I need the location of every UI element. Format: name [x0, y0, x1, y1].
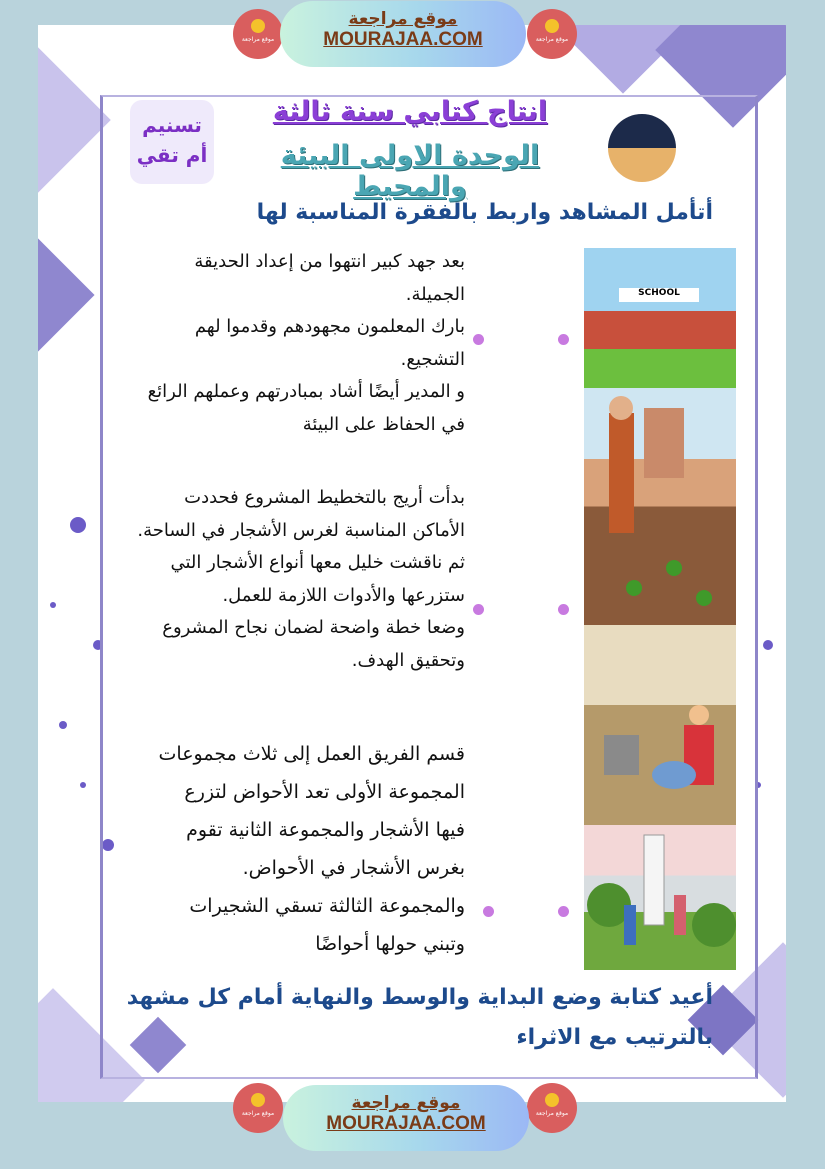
watermark-bottom[interactable] — [283, 1085, 529, 1151]
badge-label: موقع مراجعة — [535, 36, 569, 43]
page-subtitle: الوحدة الاولى البيئة والمحيط — [280, 140, 540, 202]
scene-school — [584, 248, 736, 388]
match-dot-text-3[interactable] — [483, 906, 494, 917]
line: والمجموعة الثالثة تسقي الشجيرات — [189, 895, 465, 917]
line: التشجيع. — [400, 348, 465, 370]
watermark-latin: MOURAJAA.COM — [323, 29, 483, 50]
line: وضعا خطة واضحة لضمان نجاح المشروع — [162, 617, 465, 638]
line: بدأت أريج بالتخطيط المشروع فحددت — [184, 487, 465, 508]
channel-logo — [608, 114, 676, 182]
watermark-latin: MOURAJAA.COM — [326, 1113, 486, 1134]
watermark-arabic: موقع مراجعة — [348, 9, 458, 29]
book-icon — [251, 1093, 265, 1107]
scene-planting-teacher — [584, 388, 736, 625]
school-sign: SCHOOL — [619, 288, 699, 302]
badge-label: موقع مراجعة — [241, 36, 275, 43]
instruction-bottom-line2: بالترتيب مع الاثراء — [516, 1025, 713, 1050]
line: المجموعة الأولى تعد الأحواض لتزرع — [184, 781, 465, 803]
paragraph-3 — [159, 735, 465, 963]
badge-label: موقع مراجعة — [535, 1110, 569, 1117]
line: بعد جهد كبير انتهوا من إعداد الحديقة — [194, 251, 465, 272]
line: بارك المعلمون مجهودهم وقدموا لهم — [194, 316, 465, 337]
book-icon — [251, 19, 265, 33]
watermark-badge-right-bottom — [527, 1083, 577, 1133]
watermark-top[interactable] — [280, 1, 526, 67]
author-line2: أم تقي — [136, 143, 208, 167]
page-title: انتاج كتابي سنة ثالثة — [272, 96, 548, 127]
instruction-bottom-line1: أعيد كتابة وضع البداية والوسط والنهاية أمام كل مشهد — [126, 985, 713, 1010]
match-dot-text-2[interactable] — [473, 604, 484, 615]
line: الأماكن المناسبة لغرس الأشجار في الساحة. — [137, 519, 465, 541]
match-dot-picture-3[interactable] — [558, 906, 569, 917]
line: ستزرعها والأدوات اللازمة للعمل. — [222, 584, 465, 606]
match-dot-picture-1[interactable] — [558, 334, 569, 345]
book-icon — [545, 1093, 559, 1107]
badge-label: موقع مراجعة — [241, 1110, 275, 1117]
line: الجميلة. — [405, 283, 465, 305]
author-box — [130, 100, 214, 184]
line: بغرس الأشجار في الأحواض. — [242, 857, 465, 879]
line: فيها الأشجار والمجموعة الثانية تقوم — [186, 819, 465, 841]
scene-garden-finished — [584, 825, 736, 970]
watermark-badge-left — [233, 9, 283, 59]
author-line1: تسنيم — [142, 113, 202, 137]
match-dot-text-1[interactable] — [473, 334, 484, 345]
paragraph-2 — [137, 482, 465, 677]
line: قسم الفريق العمل إلى ثلاث مجموعات — [158, 743, 465, 765]
match-dot-picture-2[interactable] — [558, 604, 569, 615]
scene-watering — [584, 625, 736, 825]
line: وتبني حولها أحواضًا — [315, 933, 465, 955]
paragraph-1 — [148, 246, 465, 441]
instruction-top: أتأمل المشاهد واربط بالفقرة المناسبة لها — [256, 200, 713, 225]
line: ثم ناقشت خليل معها أنواع الأشجار التي — [170, 552, 465, 573]
watermark-badge-left-bottom — [233, 1083, 283, 1133]
line: و المدير أيضًا أشاد بمبادرتهم وعملهم الرائع — [147, 381, 465, 402]
book-icon — [545, 19, 559, 33]
watermark-arabic: موقع مراجعة — [351, 1093, 461, 1113]
watermark-badge-right — [527, 9, 577, 59]
line: في الحفاظ على البيئة — [302, 413, 465, 435]
line: وتحقيق الهدف. — [351, 649, 465, 671]
